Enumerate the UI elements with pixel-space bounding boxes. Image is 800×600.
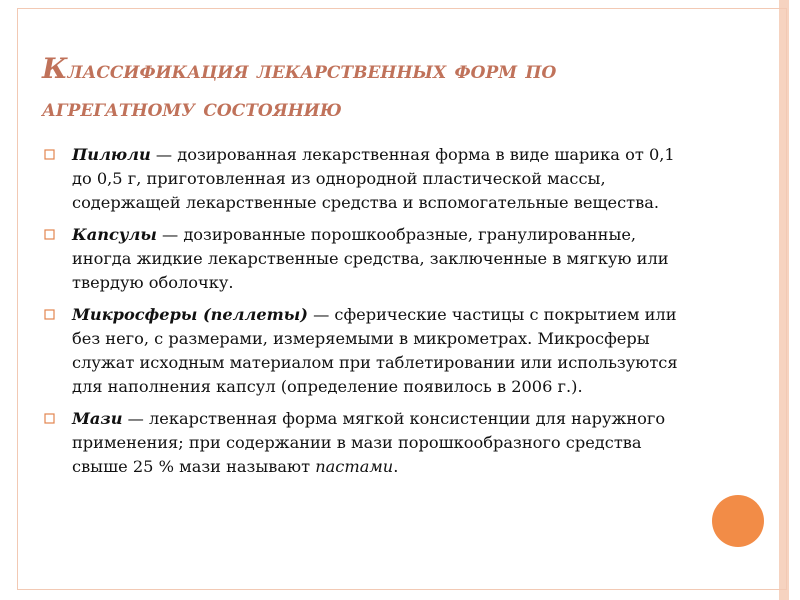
title-line-1: Классификация лекарственных форм по: [42, 52, 557, 85]
item-text: — дозированная лекарственная форма в виде шарика от 0,1 до 0,5 г, приготовленная из однородной пластической массы, содержащей лекарственные средства и вспомогательные вещества.: [72, 145, 675, 212]
slide-title: [42, 50, 742, 127]
bullet-icon: [44, 413, 56, 425]
item-term: Микросферы (пеллеты): [72, 305, 308, 324]
item-text: — лекарственная форма мягкой консистенции для наружного применения; при содержании в мази порошкообразного средства свыше 25 % мази называют: [72, 409, 666, 476]
title-line-2: агрегатному состоянию: [42, 93, 342, 122]
list-item-pills: [44, 143, 694, 215]
item-text: — сферические частицы с покрытием или без него, с размерами, измеряемыми в микрометрах. Микросферы служат исходным материалом при таблетировании или используются для наполнения капсул (определение появилось в 2006 г.).: [72, 305, 678, 396]
list-item-capsules: [44, 223, 694, 295]
item-text: — дозированные порошкообразные, гранулированные, иногда жидкие лекарственные средства, заключенные в мягкую или твердую оболочку.: [72, 225, 669, 292]
item-term: Капсулы: [72, 225, 157, 244]
bullet-icon: [44, 149, 56, 161]
bullet-icon: [44, 229, 56, 241]
item-tail: пастами: [315, 457, 394, 476]
list-item-ointments: [44, 407, 694, 479]
decorative-circle: [712, 495, 764, 547]
item-term: Мази: [72, 409, 123, 428]
bullet-icon: [44, 309, 56, 321]
list-item-microspheres: [44, 303, 694, 399]
item-term: Пилюли: [72, 145, 151, 164]
item-end: .: [393, 457, 399, 476]
bullet-list: [44, 143, 694, 487]
